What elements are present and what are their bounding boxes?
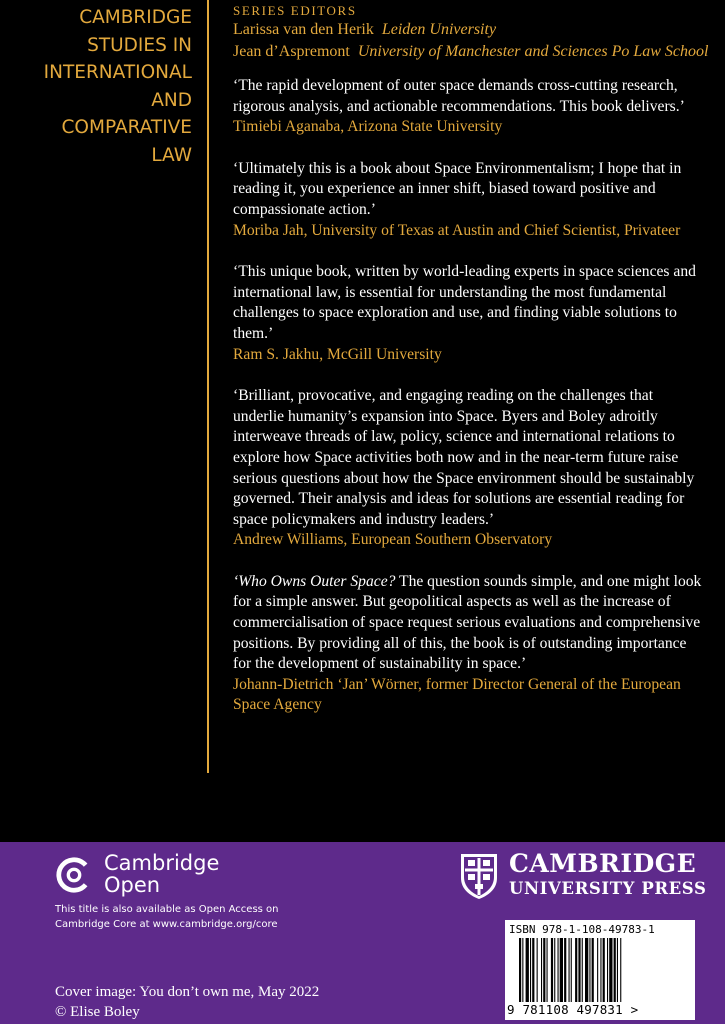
quote-text: ‘This unique book, written by world-leading experts in space sciences and international law, is essential for understanding the most fundamental challenges to space exploration and use, and finding viable solutions to them.’ <box>233 263 696 342</box>
barcode-bar <box>541 938 542 1002</box>
barcode-bar <box>607 938 608 1002</box>
cambridge-open-logo <box>104 852 219 896</box>
barcode-bar <box>603 938 605 1002</box>
quote-source: Ram S. Jakhu, McGill University <box>233 345 442 363</box>
barcode-bar <box>547 938 548 1002</box>
barcode-bar <box>609 938 612 1002</box>
barcode-bar <box>526 938 529 1002</box>
quote-body: The question sounds simple, and one might look for a simple answer. But geopolitical aspects as well as the increase of commercialisation of space request serious evaluations and comprehensive positions. By providing all of this, the book is of outstanding importance for the development of sustainability in space.’ <box>233 572 702 673</box>
barcode-icon <box>519 938 689 1002</box>
editor-name: Larissa van den Herik <box>233 21 374 38</box>
barcode-bar <box>575 938 577 1002</box>
barcode-bar <box>522 938 523 1002</box>
editor-affiliation: University of Manchester and Sciences Po Law School <box>357 43 709 60</box>
barcode-bar <box>558 938 559 1002</box>
barcode-bar <box>560 938 563 1002</box>
series-line: INTERNATIONAL <box>43 62 192 83</box>
endorsement <box>233 572 703 716</box>
quote-source: Andrew Williams, European Southern Observatory <box>233 531 553 549</box>
barcode-bar <box>585 938 588 1002</box>
editor-name: Jean d’Aspremont <box>233 43 350 60</box>
series-title <box>0 0 192 169</box>
barcode-bar <box>554 938 555 1002</box>
series-editors <box>233 2 708 63</box>
quote-source: Timiebi Aganaba, Arizona State University <box>233 118 503 136</box>
press-subtitle: UNIVERSITY PRESS <box>509 879 707 898</box>
credit-line: © Elise Boley <box>55 1004 140 1020</box>
quote-text <box>233 572 703 675</box>
series-line: AND <box>151 89 192 111</box>
barcode-bar <box>620 938 621 1002</box>
logo-text: Cambridge <box>104 851 220 875</box>
endorsement <box>233 76 703 138</box>
editor-affiliation: Leiden University <box>381 21 497 38</box>
cambridge-open-icon <box>55 856 93 894</box>
footer-band <box>0 842 725 1024</box>
barcode-bar <box>597 938 598 1002</box>
barcode-bar <box>564 938 566 1002</box>
isbn: ISBN 978-1-108-49783-1 <box>509 923 655 936</box>
quote-text: ‘The rapid development of outer space demands cross-cutting research, rigorous analysis, and actionable recommendations. This book delivers.’ <box>233 77 685 115</box>
open-access-note <box>55 902 279 932</box>
barcode-bar <box>543 938 545 1002</box>
series-line: LAW <box>151 144 192 166</box>
barcode <box>505 920 695 1020</box>
endorsement <box>233 159 703 241</box>
barcode-bar <box>532 938 534 1002</box>
quote-text: ‘Brilliant, provocative, and engaging reading on the challenges that underlie humanity’s expansion into Space. Byers and Boley adroitly interweave threads of law, policy, science and international relations to explore how Space activities both now and in the near-term future raise serious questions about how the Space environment should be sustainably governed. Their analysis and ideas for solutions are essential reading for space policymakers and industry leaders.’ <box>233 387 695 528</box>
endorsement <box>233 386 703 551</box>
quote-text: ‘Ultimately this is a book about Space Environmentalism; I hope that in reading it, you experience an inner shift, biased toward positive and compassionate action.’ <box>233 159 682 218</box>
quote-source: Johann-Dietrich ‘Jan’ Wörner, former Director General of the European Space Agency <box>233 675 681 714</box>
barcode-bar <box>617 938 618 1002</box>
barcode-bar <box>582 938 583 1002</box>
cover-credit <box>55 982 319 1022</box>
editor-entry <box>233 41 708 63</box>
barcode-bar <box>537 938 538 1002</box>
barcode-bar <box>578 938 580 1002</box>
editor-entry <box>233 19 708 41</box>
barcode-bar <box>571 938 572 1002</box>
logo-text: Open <box>104 873 161 897</box>
credit-line: Cover image: You don’t own me, May 2022 <box>55 984 320 1000</box>
note-line: Cambridge Core at www.cambridge.org/core <box>55 919 278 930</box>
cambridge-crest-icon <box>459 852 499 900</box>
note-line: This title is also available as Open Access on <box>55 904 279 915</box>
barcode-bar <box>551 938 553 1002</box>
barcode-bar <box>592 938 594 1002</box>
quote-source: Moriba Jah, University of Texas at Austin and Chief Scientist, Privateer <box>233 221 681 239</box>
barcode-bar <box>519 938 521 1002</box>
series-line: COMPARATIVE <box>61 117 192 138</box>
divider <box>207 0 209 773</box>
press-name: CAMBRIDGE <box>509 849 697 878</box>
barcode-bar <box>600 938 601 1002</box>
barcode-bar <box>569 938 570 1002</box>
barcode-bar <box>530 938 531 1002</box>
endorsement <box>233 262 703 365</box>
barcode-digits: 9 781108 497831 > <box>507 1002 639 1017</box>
book-title: ‘Who Owns Outer Space? <box>233 572 396 590</box>
editors-heading: SERIES EDITORS <box>233 3 357 18</box>
series-line: STUDIES IN <box>87 34 192 56</box>
barcode-bar <box>589 938 590 1002</box>
barcode-bar <box>614 938 616 1002</box>
endorsements <box>233 76 703 737</box>
series-line: CAMBRIDGE <box>79 7 192 28</box>
